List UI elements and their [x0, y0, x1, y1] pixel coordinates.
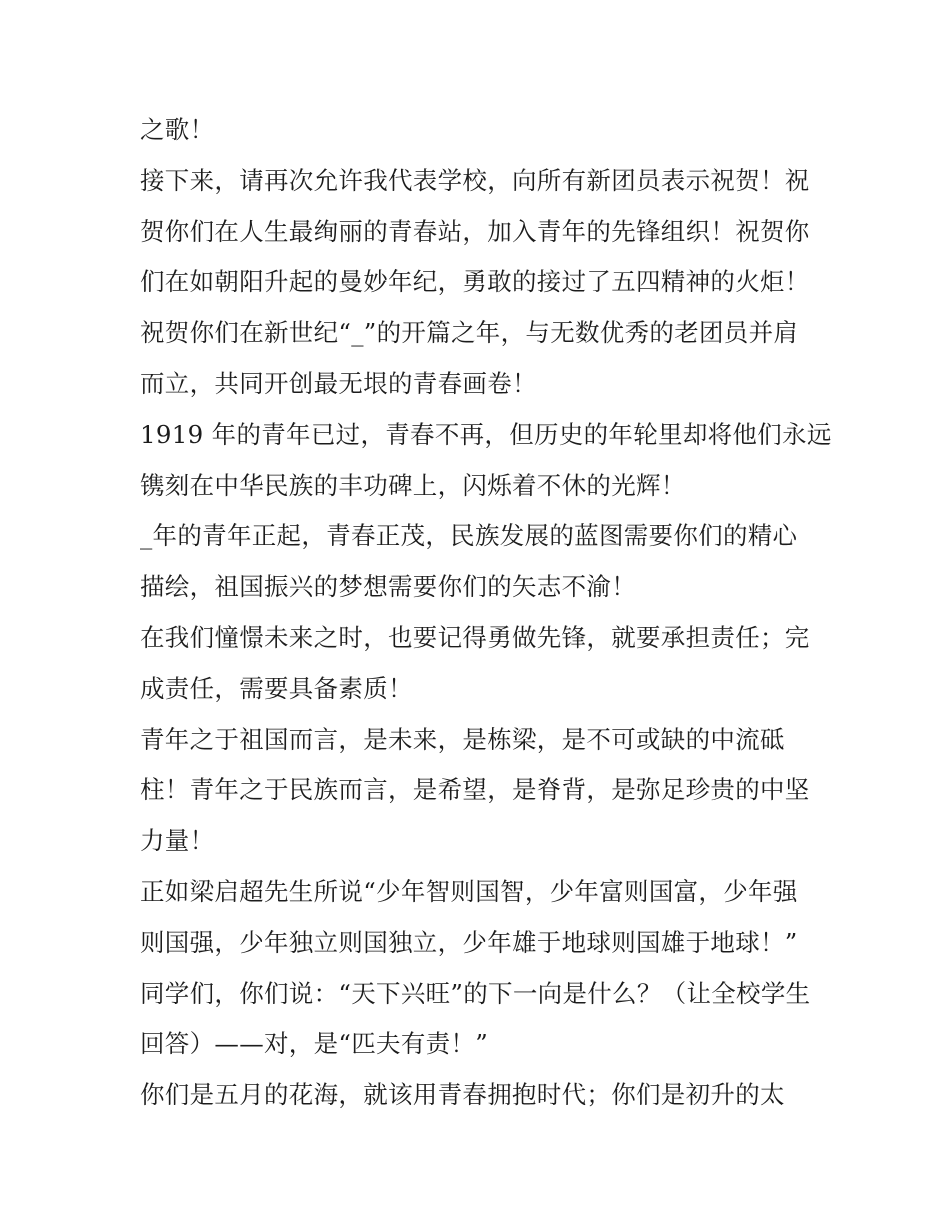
text-line: 力量！ — [140, 826, 215, 856]
text-line: 而立，共同开创最无垠的青春画卷！ — [140, 368, 537, 398]
text-line: 成责任，需要具备素质！ — [140, 673, 413, 703]
text-line: 镌刻在中华民族的丰功碑上，闪烁着不休的光辉！ — [140, 470, 686, 500]
text-line: 同学们，你们说：“天下兴旺”的下一向是什么？（让全校学生 — [140, 978, 811, 1008]
text-line: 正如梁启超先生所说“少年智则国智，少年富则国富，少年强 — [140, 876, 798, 906]
text-line: _年的青年正起，青春正茂，民族发展的蓝图需要你们的精心 — [140, 521, 798, 551]
document-body — [140, 108, 832, 1124]
text-line: 1919 年的青年已过，青春不再，但历史的年轮里却将他们永远 — [140, 419, 832, 449]
text-line: 们在如朝阳升起的曼妙年纪，勇敢的接过了五四精神的火炬！ — [140, 267, 810, 297]
text-line: 则国强，少年独立则国独立，少年雄于地球则国雄于地球！” — [140, 927, 798, 957]
text-line: 贺你们在人生最绚丽的青春站，加入青年的先锋组织！祝贺你 — [140, 216, 810, 246]
text-line: 在我们憧憬未来之时，也要记得勇做先锋，就要承担责任；完 — [140, 622, 810, 652]
text-line: 柱！青年之于民族而言，是希望，是脊背，是弥足珍贵的中坚 — [140, 775, 810, 805]
text-line: 接下来，请再次允许我代表学校，向所有新团员表示祝贺！祝 — [140, 165, 810, 195]
text-line: 你们是五月的花海，就该用青春拥抱时代；你们是初升的太 — [140, 1080, 785, 1110]
text-line: 青年之于祖国而言，是未来，是栋梁，是不可或缺的中流砥 — [140, 724, 785, 754]
text-line: 之歌！ — [140, 115, 215, 144]
text-line: 回答）——对，是“匹夫有责！” — [140, 1029, 489, 1059]
text-line: 描绘，祖国振兴的梦想需要你们的矢志不渝！ — [140, 572, 636, 602]
text-line: 祝贺你们在新世纪“_”的开篇之年，与无数优秀的老团员并肩 — [140, 318, 799, 348]
